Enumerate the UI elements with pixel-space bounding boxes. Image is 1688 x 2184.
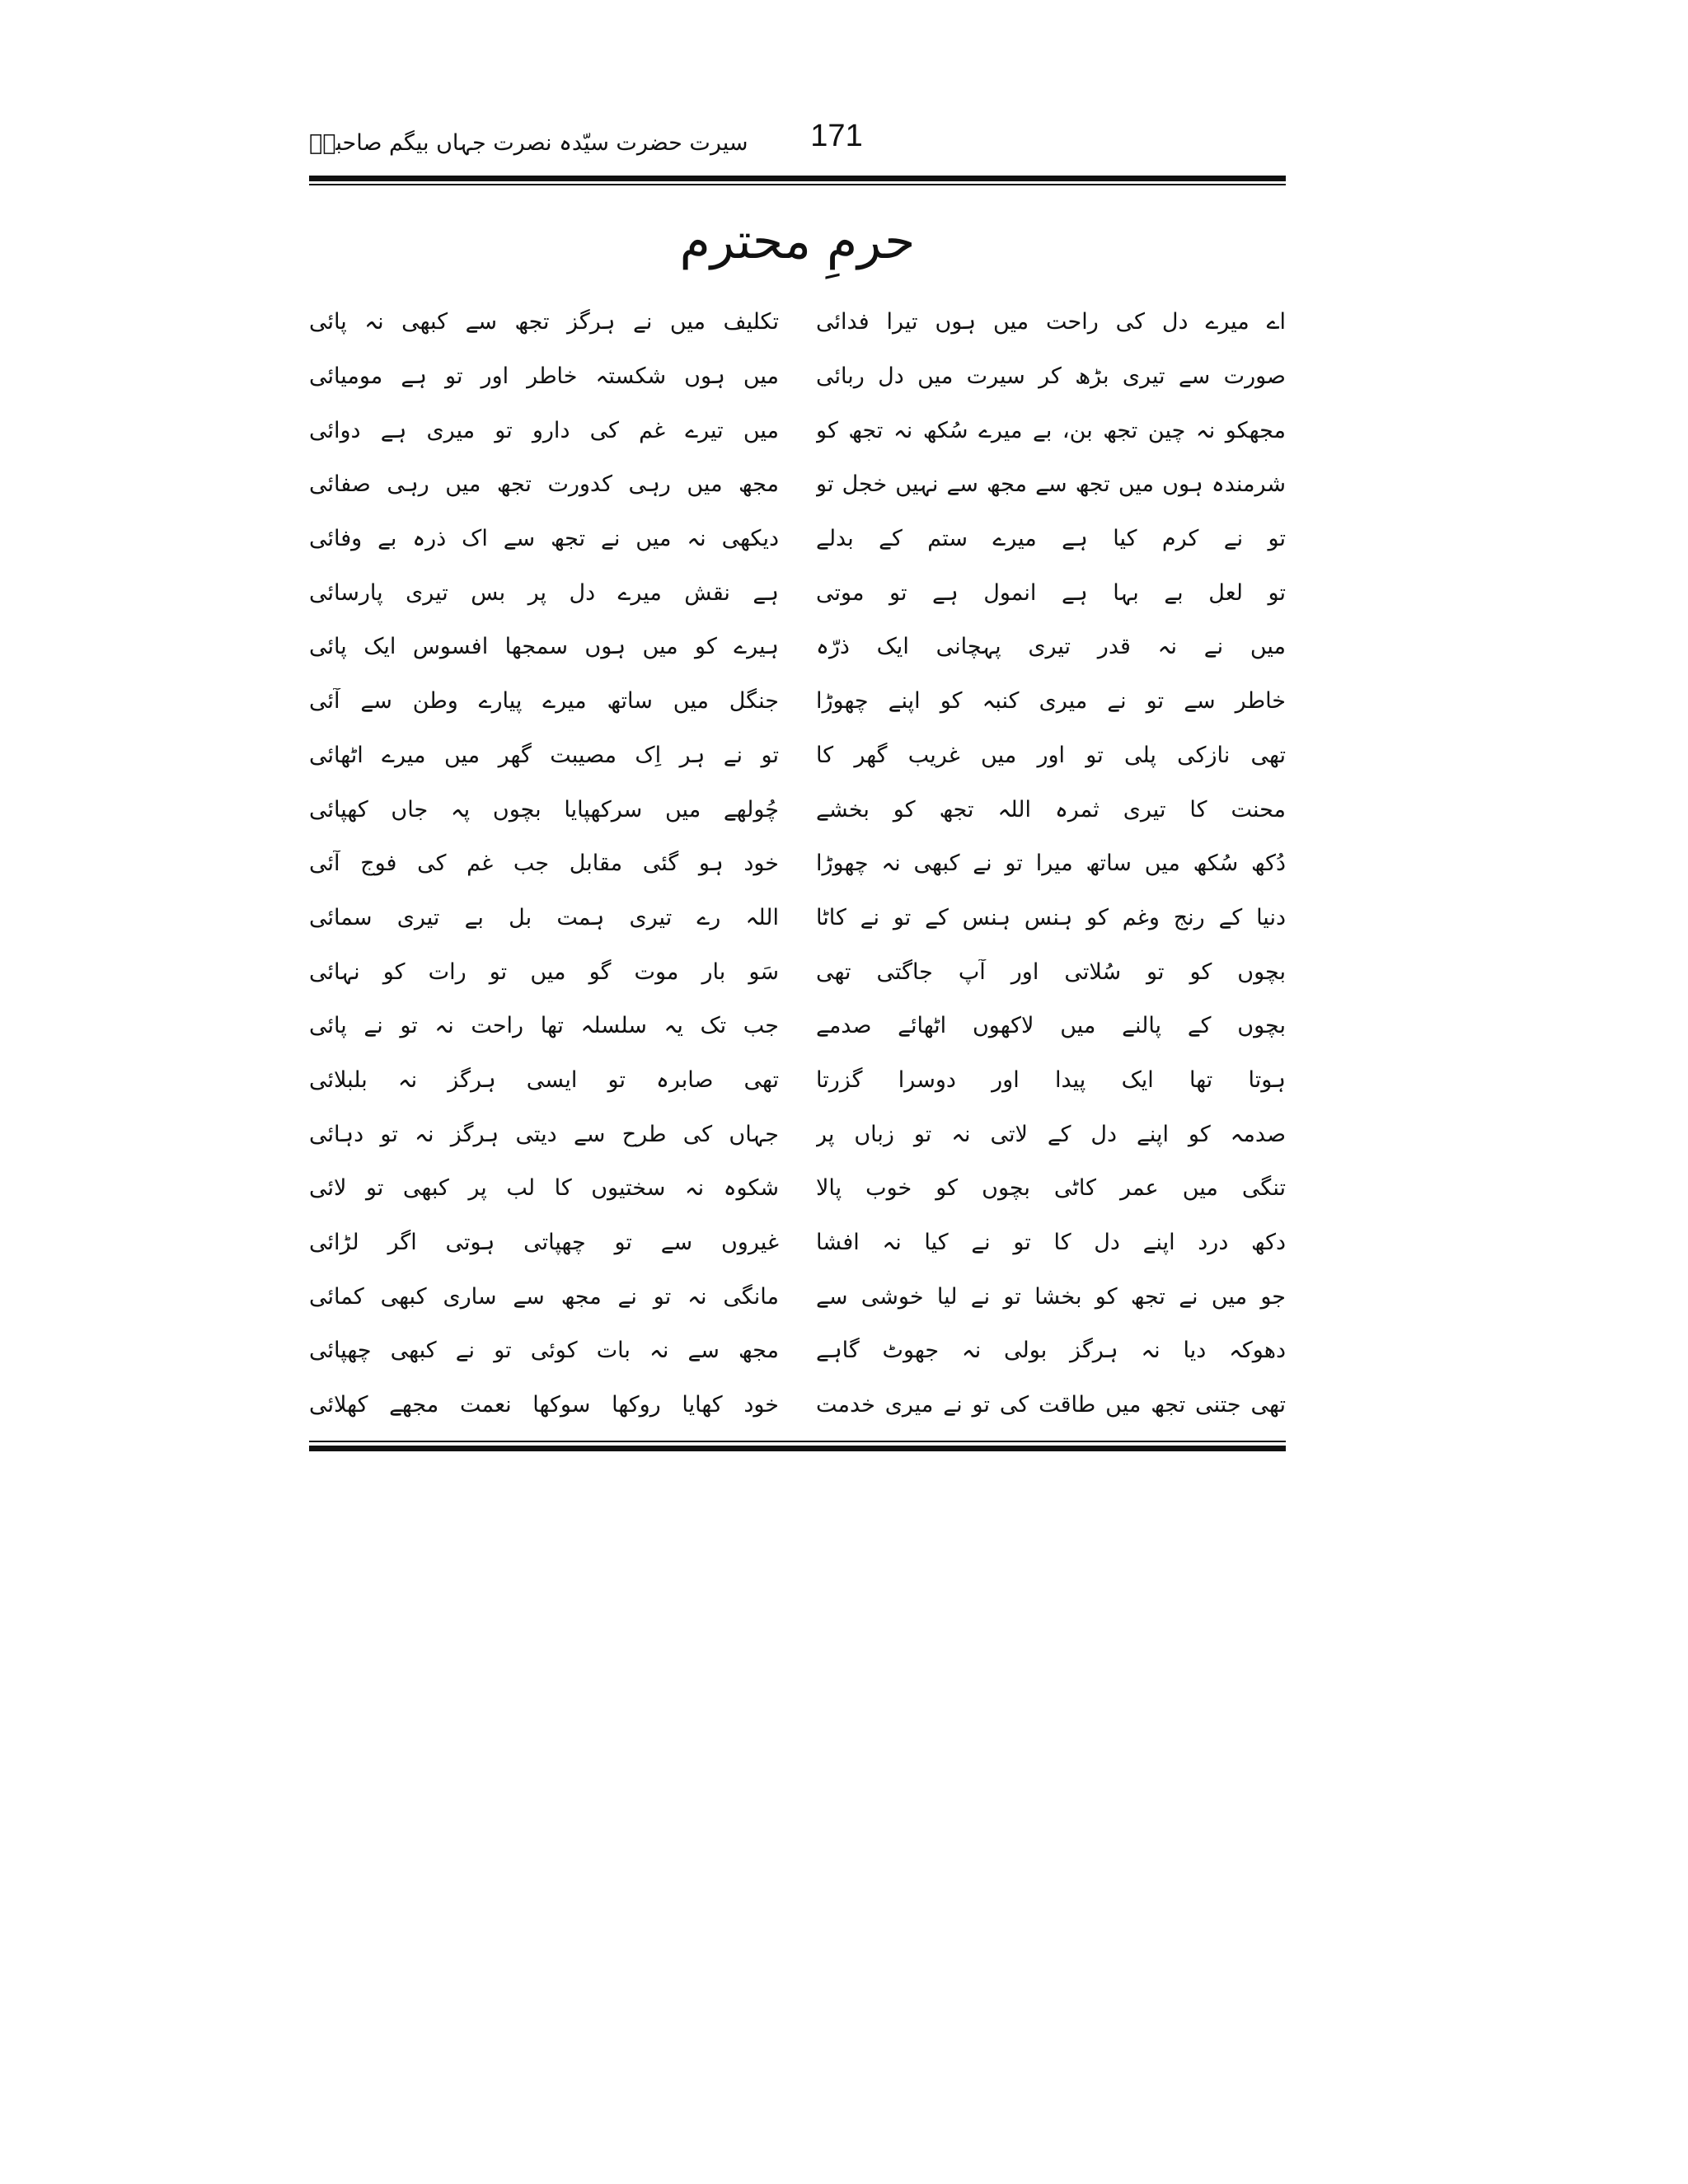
verse-row: [309, 1107, 1286, 1161]
verse-row: [309, 999, 1286, 1053]
verse-first-line: جو میں نے تجھ کو بخشا تو نے لیا خوشی سے: [816, 1283, 1286, 1310]
verse-second-line: مجھ سے نہ بات کوئی تو نے کبھی چھپائی: [309, 1338, 779, 1364]
verse-second-line: میں ہوں شکستہ خاطر اور تو ہے مومیائی: [309, 363, 779, 390]
verse-first-line: ہوتا تھا ایک پیدا اور دوسرا گزرتا: [816, 1066, 1286, 1093]
verse-second-line: شکوہ نہ سختیوں کا لب پر کبھی تو لائی: [309, 1175, 779, 1202]
verse-first-line: اے میرے دل کی راحت میں ہوں تیرا فدائی: [816, 309, 1286, 335]
verse-row: [309, 1053, 1286, 1108]
verse-second-line: جہاں کی طرح سے دیتی ہرگز نہ تو دہائی: [309, 1121, 779, 1147]
verse-first-line: صورت سے تیری بڑھ کر سیرت میں دل ربائی: [816, 363, 1286, 390]
verse-second-line: جنگل میں ساتھ میرے پیارے وطن سے آئی: [309, 688, 779, 715]
verse-second-line: ہیرے کو میں ہوں سمجھا افسوس ایک پائی: [309, 634, 779, 660]
verse-row: [309, 782, 1286, 837]
verse-first-line: دکھ درد اپنے دل کا تو نے کیا نہ افشا: [816, 1230, 1286, 1256]
verse-first-line: صدمہ کو اپنے دل کے لاتی نہ تو زباں پر: [816, 1121, 1286, 1147]
verse-row: [309, 403, 1286, 457]
verse-row: [309, 1378, 1286, 1432]
verse-row: [309, 565, 1286, 620]
verse-first-line: تو نے کرم کیا ہے میرے ستم کے بدلے: [816, 526, 1286, 552]
verse-second-line: چُولھے میں سرکھپایا بچوں پہ جاں کھپائی: [309, 796, 779, 823]
verse-row: [309, 512, 1286, 566]
header-rule-thin: [309, 184, 1286, 185]
verse-second-line: ہے نقش میرے دل پر بس تیری پارسائی: [309, 579, 779, 606]
verse-row: [309, 1216, 1286, 1270]
verse-first-line: تھی نازکی پلی تو اور میں غریب گھر کا: [816, 742, 1286, 768]
verse-row: [309, 1324, 1286, 1378]
verse-second-line: خود ہو گئی مقابل جب غم کی فوج آئی: [309, 851, 779, 877]
verse-row: [309, 620, 1286, 674]
verse-second-line: غیروں سے تو چھپاتی ہوتی اگر لڑائی: [309, 1230, 779, 1256]
verse-second-line: میں تیرے غم کی دارو تو میری ہے دوائی: [309, 417, 779, 443]
running-header-title: سیرت حضرت سیّدہ نصرت جہاں بیگم صاحبہؓ: [309, 130, 748, 156]
verse-first-line: میں نے نہ قدر تیری پہچانی ایک ذرّہ: [816, 634, 1286, 660]
verse-second-line: سَو بار موت گو میں تو رات کو نہائی: [309, 958, 779, 985]
verse-first-line: شرمندہ ہوں میں تجھ سے مجھ سے نہیں خجل تو: [816, 471, 1286, 498]
verse-row: [309, 944, 1286, 999]
verse-row: [309, 457, 1286, 512]
header-rule-thick: [309, 176, 1286, 181]
poem-title: حرمِ محترم: [679, 213, 916, 270]
verse-first-line: مجھکو نہ چین تجھ بن، بے میرے سُکھ نہ تجھ کو: [816, 417, 1286, 443]
verse-second-line: مجھ میں رہی کدورت تجھ میں رہی صفائی: [309, 471, 779, 498]
verse-second-line: اللہ رے تیری ہمت بل بے تیری سمائی: [309, 904, 779, 930]
verse-first-line: تھی جتنی تجھ میں طاقت کی تو نے میری خدمت: [816, 1392, 1286, 1418]
verse-second-line: تکلیف میں نے ہرگز تجھ سے کبھی نہ پائی: [309, 309, 779, 335]
verse-row: [309, 1269, 1286, 1324]
verse-first-line: محنت کا تیری ثمرہ اللہ تجھ کو بخشے: [816, 796, 1286, 823]
footer-rule-thick: [309, 1446, 1286, 1451]
running-header: [309, 119, 1286, 175]
verse-first-line: دنیا کے رنج وغم کو ہنس ہنس کے تو نے کاٹا: [816, 904, 1286, 930]
footer-rule-thin: [309, 1441, 1286, 1442]
verse-first-line: بچوں کو تو سُلاتی اور آپ جاگتی تھی: [816, 958, 1286, 985]
page-number: 171: [810, 119, 863, 153]
verse-row: [309, 729, 1286, 783]
verse-first-line: خاطر سے تو نے میری کنبہ کو اپنے چھوڑا: [816, 688, 1286, 715]
verse-second-line: جب تک یہ سلسلہ تھا راحت نہ تو نے پائی: [309, 1013, 779, 1039]
verse-first-line: دُکھ سُکھ میں ساتھ میرا تو نے کبھی نہ چھوڑا: [816, 851, 1286, 877]
verse-second-line: خود کھایا روکھا سوکھا نعمت مجھے کھلائی: [309, 1392, 779, 1418]
verse-second-line: تھی صابرہ تو ایسی ہرگز نہ بلبلائی: [309, 1066, 779, 1093]
verse-row: [309, 295, 1286, 349]
verse-row: [309, 891, 1286, 945]
poem-verses: [309, 295, 1286, 1432]
verse-row: [309, 674, 1286, 729]
verse-row: [309, 349, 1286, 404]
verse-second-line: تو نے ہر اِک مصیبت گھر میں میرے اٹھائی: [309, 742, 779, 768]
verse-first-line: تنگی میں عمر کاٹی بچوں کو خوب پالا: [816, 1175, 1286, 1202]
verse-second-line: مانگی نہ تو نے مجھ سے ساری کبھی کمائی: [309, 1283, 779, 1310]
verse-row: [309, 837, 1286, 891]
verse-first-line: بچوں کے پالنے میں لاکھوں اٹھائے صدمے: [816, 1013, 1286, 1039]
verse-first-line: تو لعلِ بے بہا ہے انمول ہے تو موتی: [816, 579, 1286, 606]
verse-first-line: دھوکہ دیا نہ ہرگز بولی نہ جھوٹ گاہے: [816, 1338, 1286, 1364]
verse-second-line: دیکھی نہ میں نے تجھ سے اک ذرہ بے وفائی: [309, 526, 779, 552]
verse-row: [309, 1161, 1286, 1216]
